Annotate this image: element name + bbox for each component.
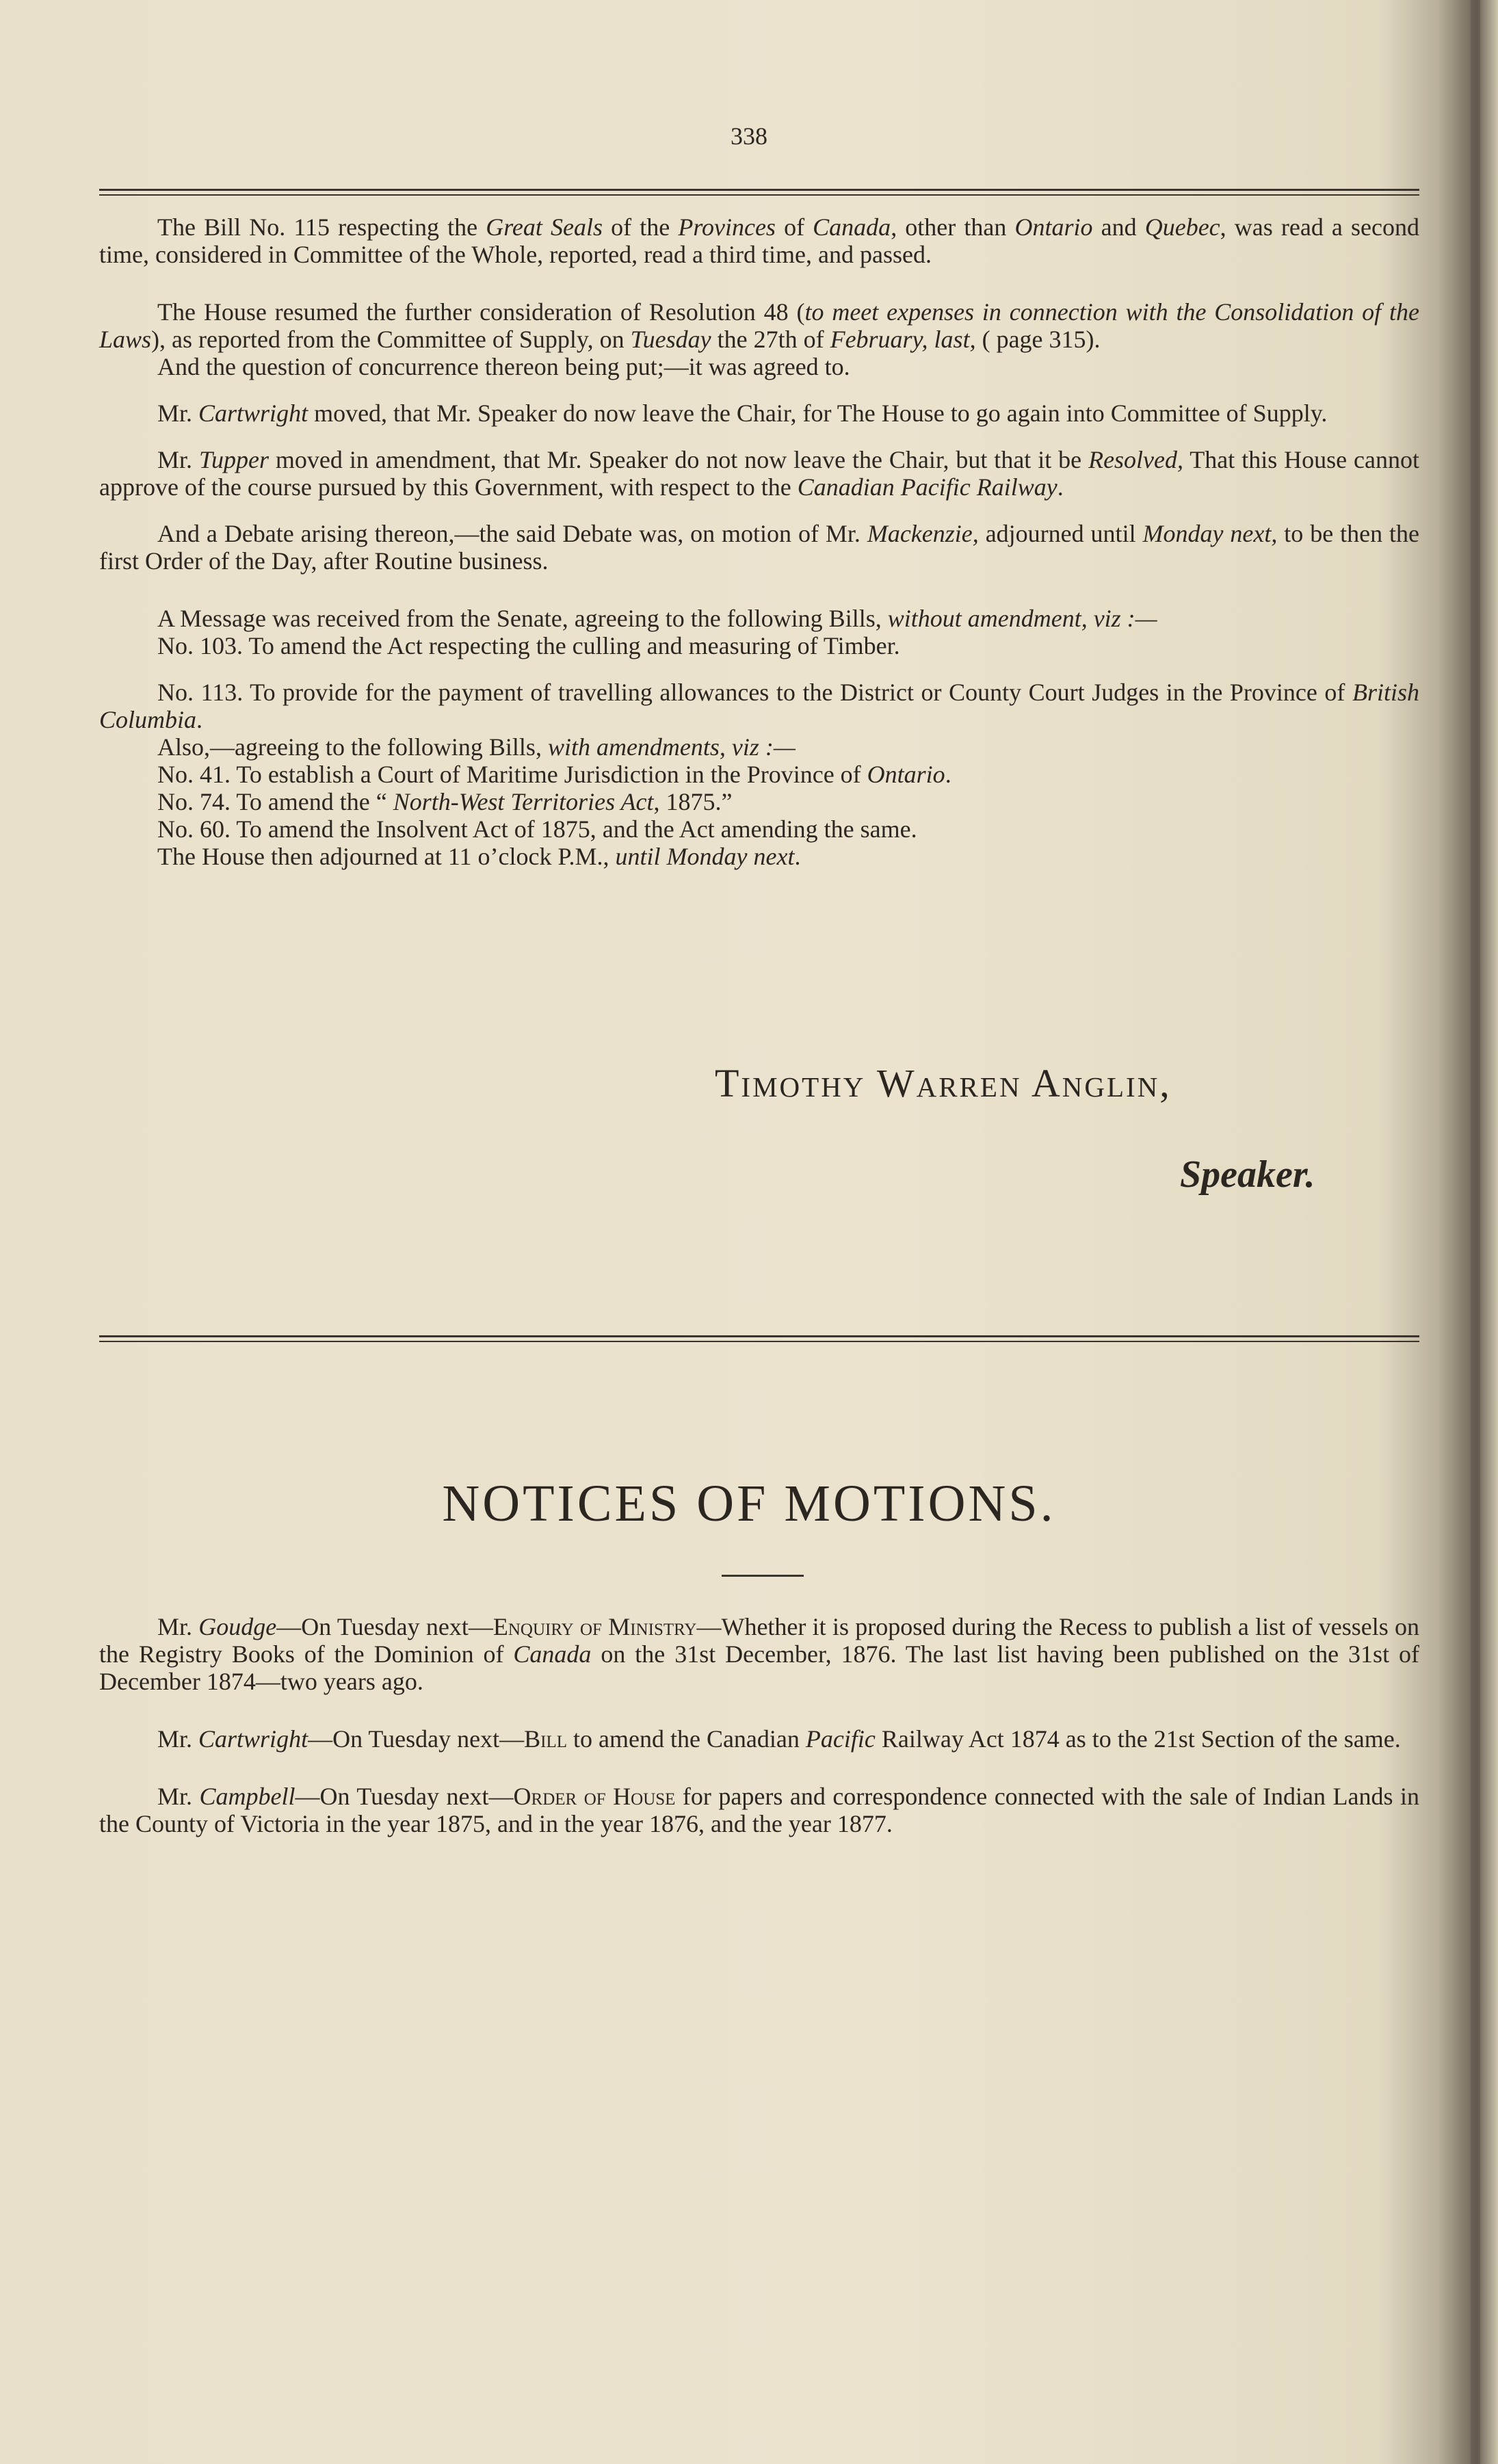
resolution-48-paragraph: The House resumed the further consideration of Resolution 48 (to meet expenses in connection with the Consolidation of the Laws), as reported from the Committee of Supply, on Tuesday the 27th of February, last, ( page 315). bbox=[99, 298, 1420, 353]
amendments-intro: Also,—agreeing to the following Bills, with amendments, viz :— bbox=[157, 733, 796, 761]
adjournment-paragraph: The House then adjourned at 11 o’clock P.M., until Monday next. bbox=[157, 843, 801, 870]
senate-message: A Message was received from the Senate, agreeing to the following Bills, without amendment, viz :— bbox=[157, 605, 1157, 632]
title-underline bbox=[722, 1575, 804, 1577]
concurrence-paragraph: And the question of concurrence thereon being put;—it was agreed to. bbox=[157, 353, 850, 380]
tupper-amendment: Mr. Tupper moved in amendment, that Mr. Speaker do not now leave the Chair, but that it be Resolved, That this House cannot approve of the course pursued by this Government, with respect to the Canadian Pacific Railway. bbox=[99, 446, 1420, 501]
bill-74: No. 74. To amend the “ North-West Territories Act, 1875.” bbox=[157, 788, 733, 815]
debate-paragraph: And a Debate arising thereon,—the said Debate was, on motion of Mr. Mackenzie, adjourned until Monday next, to be then the first Order of the Day, after Routine business. bbox=[99, 520, 1419, 575]
bill-115-paragraph: The Bill No. 115 respecting the Great Seals of the Provinces of Canada, other than Ontario and Quebec, was read a second time, considered in Committee of the Whole, reported, read a third time, and passed. bbox=[99, 213, 1419, 268]
notice-goudge: Mr. Goudge—On Tuesday next—Enquiry of Ministry—Whether it is proposed during the Recess to publish a list of vessels on the Registry Books of the Dominion of Canada on the 31st December, 1876. The last list having been published on the 31st of December 1874—two years ago. bbox=[99, 1613, 1419, 1695]
bill-113: No. 113. To provide for the payment of travelling allowances to the District or County Court Judges in the Province of British Columbia. bbox=[99, 679, 1419, 733]
notice-campbell: Mr. Campbell—On Tuesday next—Order of House for papers and correspondence connected with the sale of Indian Lands in the County of Victoria in the year 1875, and in the year 1876, and the year 1877. bbox=[99, 1783, 1419, 1837]
page-number: 338 bbox=[731, 122, 767, 150]
speaker-title: Speaker. bbox=[1180, 1153, 1315, 1196]
bill-60: No. 60. To amend the Insolvent Act of 1875, and the Act amending the same. bbox=[157, 815, 917, 843]
notices-body bbox=[99, 1613, 1419, 1837]
section-rule bbox=[99, 1335, 1419, 1342]
proceedings-body bbox=[99, 213, 1419, 870]
bill-103: No. 103. To amend the Act respecting the culling and measuring of Timber. bbox=[157, 632, 900, 659]
section-title: NOTICES OF MOTIONS. bbox=[442, 1475, 1056, 1532]
bill-41: No. 41. To establish a Court of Maritime Jurisdiction in the Province of Ontario. bbox=[157, 761, 951, 788]
speaker-name: Timothy Warren Anglin, bbox=[715, 1061, 1172, 1105]
header-rule bbox=[99, 189, 1419, 196]
cartwright-motion: Mr. Cartwright moved, that Mr. Speaker do now leave the Chair, for The House to go again into Committee of Supply. bbox=[157, 399, 1328, 427]
notice-cartwright: Mr. Cartwright—On Tuesday next—Bill to amend the Canadian Pacific Railway Act 1874 as to the 21st Section of the same. bbox=[157, 1725, 1401, 1753]
binding-edge bbox=[1471, 0, 1480, 2464]
